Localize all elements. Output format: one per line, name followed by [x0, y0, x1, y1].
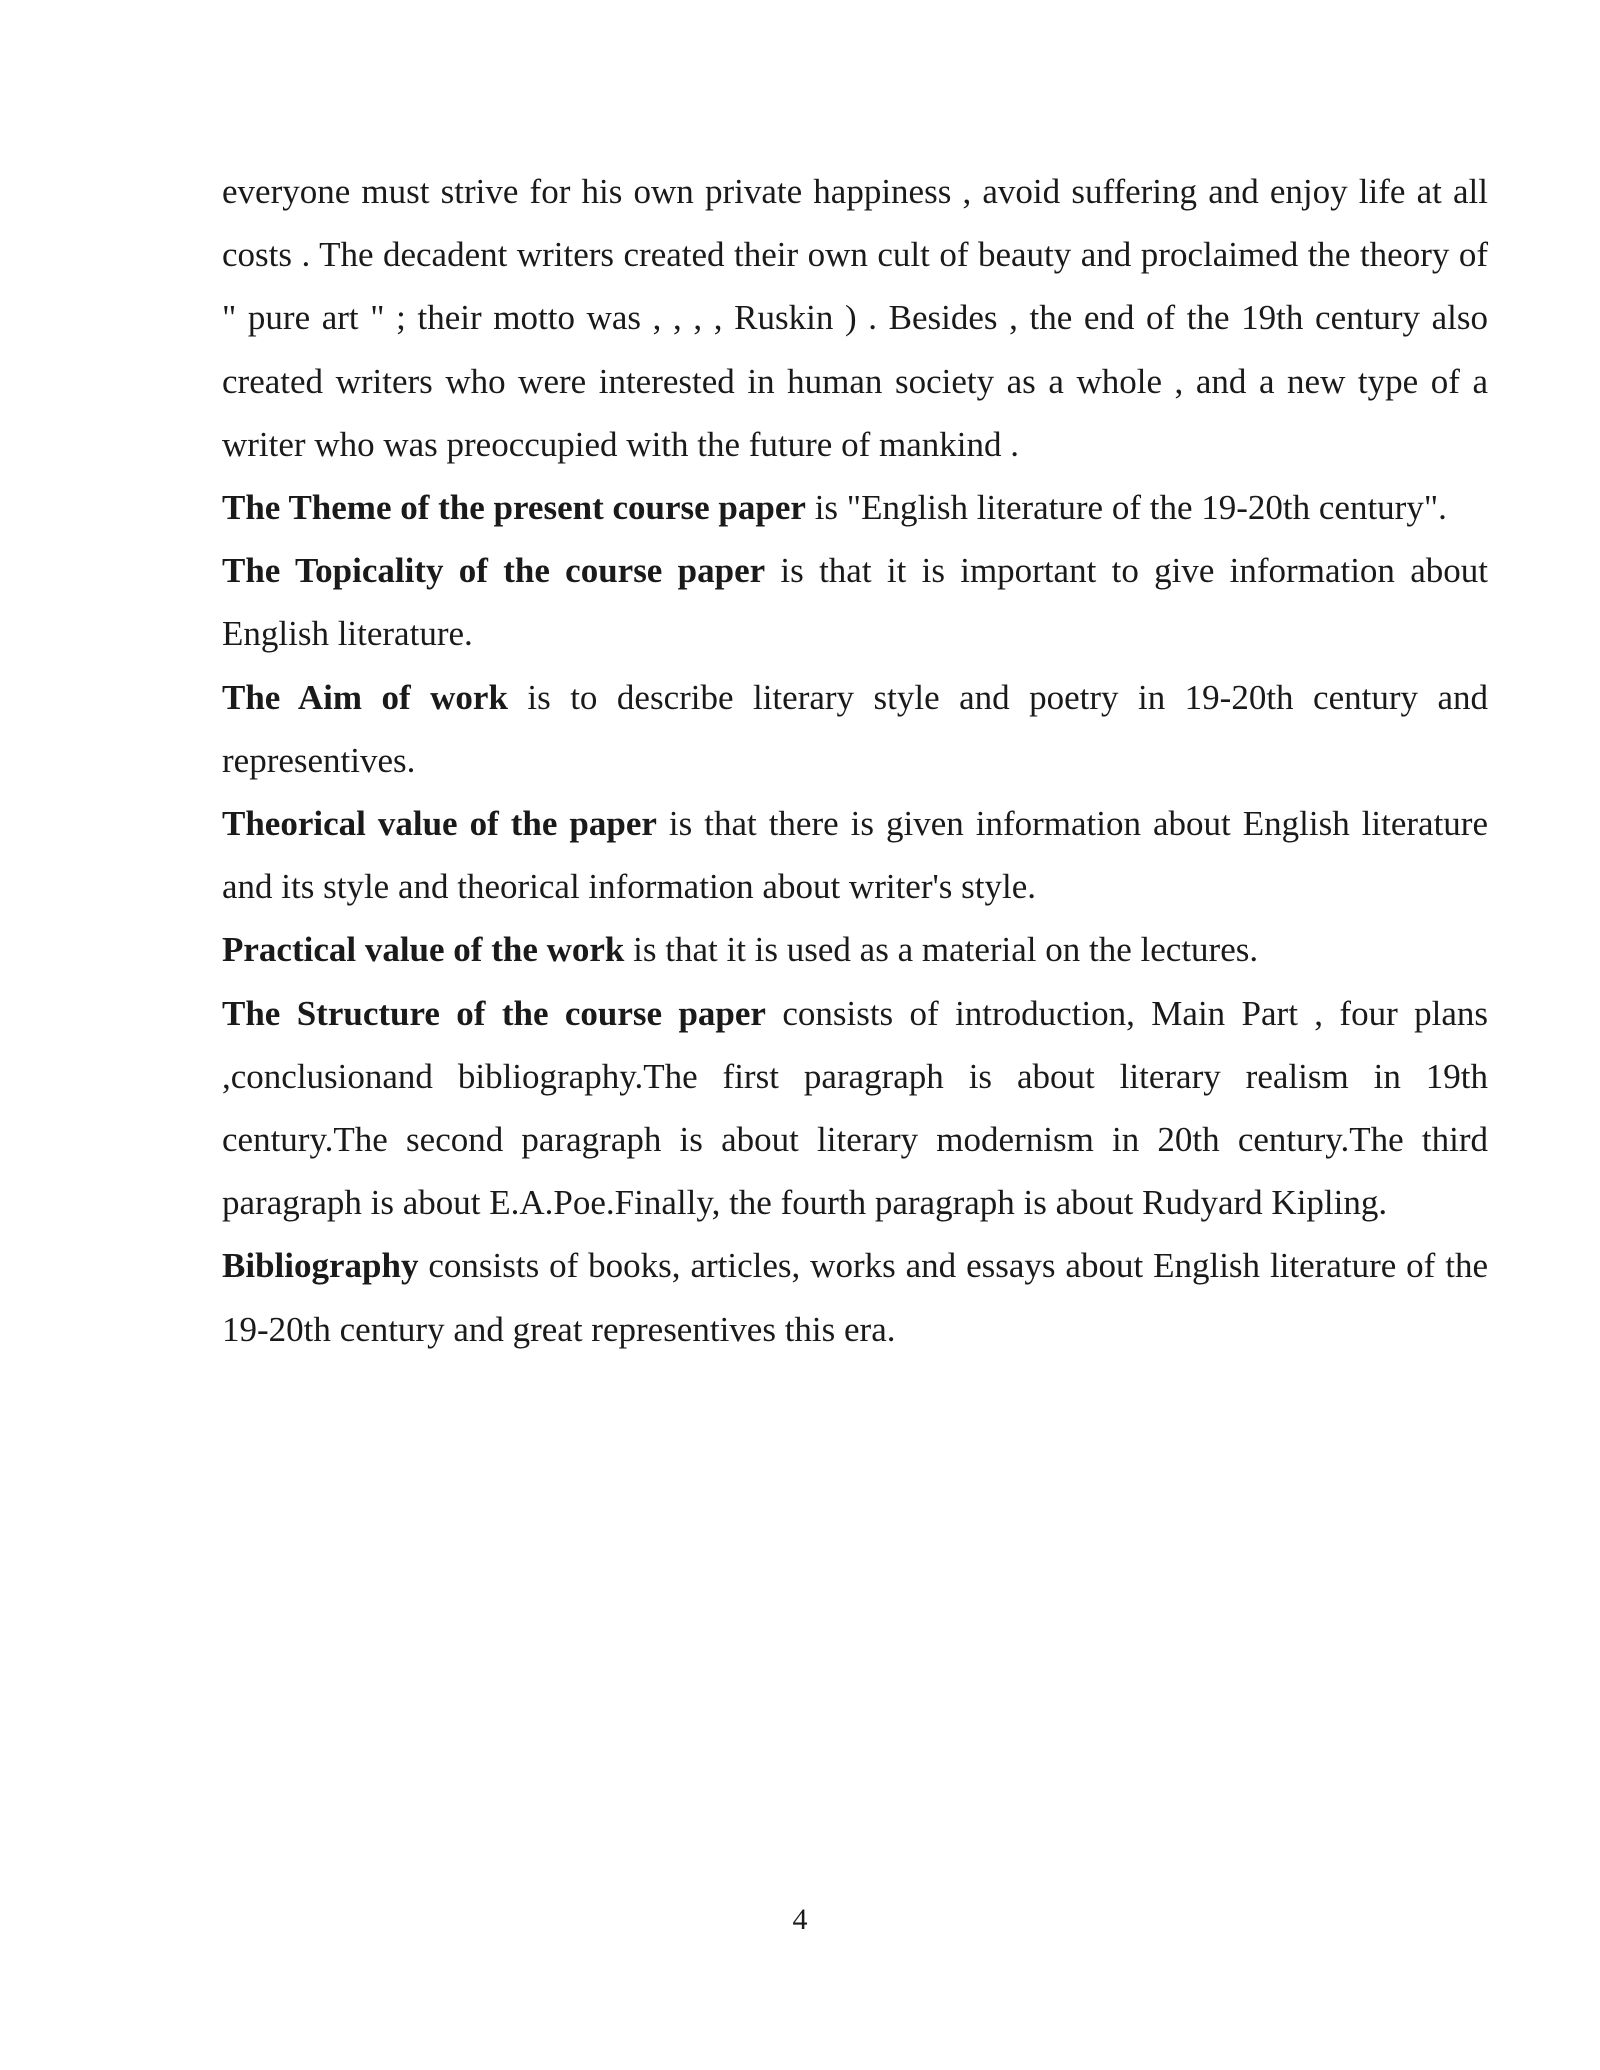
paragraph-text: consists of introduction, Main Part , four plans ,conclusionand bibliography.The first paragraph is about literary realism in 19th century.The second paragraph is about literary modernism in 20th century.The third paragraph is about E.A.Poe.Finally, the fourth paragraph is about Rudyard Kipling. — [222, 993, 1488, 1223]
paragraph-practical-value — [222, 918, 1488, 981]
paragraph-lead: The Aim of work — [222, 677, 508, 717]
paragraph-theorical-value — [222, 792, 1488, 918]
paragraph-theme — [222, 476, 1488, 539]
paragraph-lead: The Theme of the present course paper — [222, 488, 806, 528]
paragraph-lead: Theorical value of the paper — [222, 804, 657, 844]
page-number: 4 — [792, 1903, 808, 1936]
paragraph-text: is "English literature of the 19-20th century". — [805, 488, 1447, 528]
paragraph-text: is that it is important to give information about English literature. — [222, 551, 1488, 654]
paragraph-text: is that there is given information about English literature and its style and theorical information about writer's style. — [222, 804, 1488, 907]
paragraph-text: consists of books, articles, works and essays about English literature of the 19-20th century and great representives this era. — [222, 1246, 1488, 1349]
paragraph-decadent-writers — [222, 160, 1488, 476]
paragraph-lead: Practical value of the work — [222, 930, 625, 970]
paragraph-bibliography — [222, 1234, 1488, 1360]
paragraph-lead: The Structure of the course paper — [222, 993, 766, 1033]
body-text — [222, 160, 1488, 1361]
paragraph-structure — [222, 982, 1488, 1235]
paragraph-aim — [222, 666, 1488, 792]
paragraph-topicality — [222, 539, 1488, 665]
paragraph-lead: Bibliography — [222, 1246, 419, 1286]
paragraph-text: is that it is used as a material on the lectures. — [624, 930, 1259, 970]
paragraph-text: is to describe literary style and poetry in 19-20th century and representives. — [222, 677, 1488, 780]
paragraph-lead: The Topicality of the course paper — [222, 551, 766, 591]
paragraph-text: everyone must strive for his own private happiness , avoid suffering and enjoy life at all costs . The decadent writers created their own cult of beauty and proclaimed the theory of " pure art " ; their motto was , , , , Ruskin ) . Besides , the end of the 19th century also created writers who were interested in human society as a whole , and a new type of a writer who was preoccupied with the future of mankind . — [222, 172, 1488, 464]
